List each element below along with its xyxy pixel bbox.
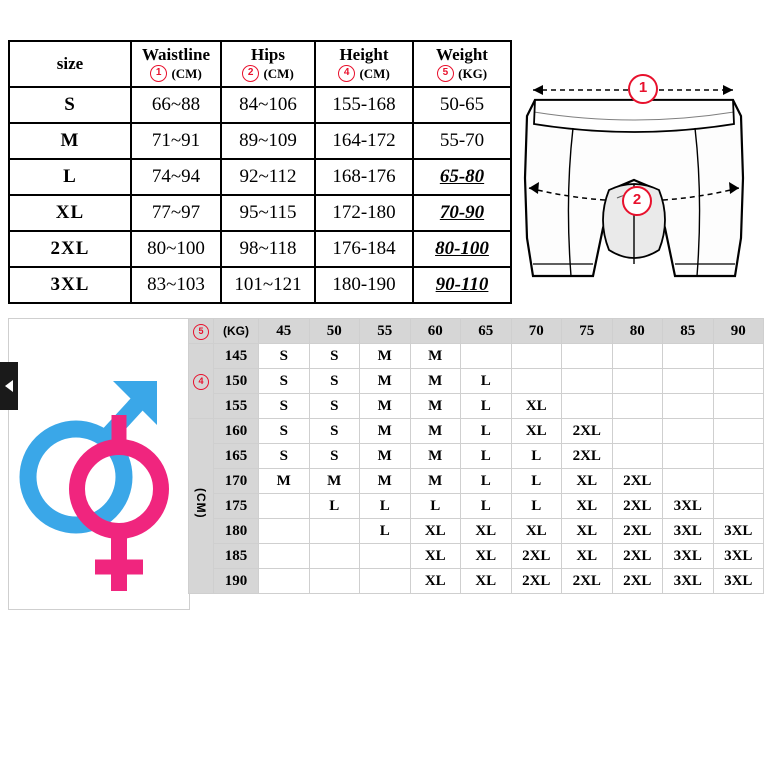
matrix-row-header: 175 — [214, 494, 259, 519]
matrix-row — [189, 494, 764, 519]
cell-size: 3XL — [9, 267, 131, 303]
matrix-cell — [713, 469, 764, 494]
cell-weight: 65-80 — [413, 159, 511, 195]
cell-hips: 101~121 — [221, 267, 315, 303]
matrix-cell — [663, 444, 714, 469]
matrix-cell: 2XL — [562, 419, 613, 444]
matrix-row — [189, 469, 764, 494]
matrix-cell — [562, 344, 613, 369]
matrix-header-row — [189, 319, 764, 344]
header-size-label: size — [56, 54, 84, 74]
waist-arrow-left-icon — [533, 85, 543, 95]
matrix-cell: 2XL — [612, 544, 663, 569]
matrix-row-header: 150 — [214, 369, 259, 394]
cell-height: 155-168 — [315, 87, 413, 123]
matrix-cell: 2XL — [562, 569, 613, 594]
matrix-cell: L — [360, 494, 411, 519]
matrix-cell: S — [259, 444, 310, 469]
table-row — [9, 231, 511, 267]
matrix-cell: M — [410, 469, 461, 494]
matrix-cell: 2XL — [511, 569, 562, 594]
matrix-cell: XL — [562, 469, 613, 494]
badge-1-icon: 1 — [150, 65, 167, 82]
cell-weight: 70-90 — [413, 195, 511, 231]
chevron-left-icon — [5, 380, 13, 392]
cell-hips: 84~106 — [221, 87, 315, 123]
matrix-cell — [713, 494, 764, 519]
matrix-row-header: 165 — [214, 444, 259, 469]
matrix-cell: XL — [562, 544, 613, 569]
matrix-cell — [713, 419, 764, 444]
matrix-row — [189, 519, 764, 544]
matrix-cell: XL — [410, 544, 461, 569]
header-height-label: Height — [339, 44, 389, 64]
size-matrix-container — [188, 318, 764, 594]
matrix-cell: 2XL — [612, 519, 663, 544]
matrix-cell: XL — [461, 569, 512, 594]
header-waistline — [131, 41, 221, 87]
matrix-cell: XL — [511, 394, 562, 419]
matrix-cell — [713, 394, 764, 419]
matrix-cell — [713, 344, 764, 369]
matrix-row — [189, 394, 764, 419]
matrix-row — [189, 369, 764, 394]
matrix-row-header: 155 — [214, 394, 259, 419]
matrix-row-header: 145 — [214, 344, 259, 369]
matrix-row — [189, 569, 764, 594]
table-header-row — [9, 41, 511, 87]
cell-size: XL — [9, 195, 131, 231]
matrix-row-header: 160 — [214, 419, 259, 444]
diagram-badge-hips: 2 — [622, 186, 652, 216]
gender-symbols-illustration — [9, 319, 187, 607]
cell-size: M — [9, 123, 131, 159]
matrix-cell: S — [259, 344, 310, 369]
cell-weight: 80-100 — [413, 231, 511, 267]
matrix-cell: M — [360, 444, 411, 469]
cell-weight: 50-65 — [413, 87, 511, 123]
matrix-cell: M — [309, 469, 360, 494]
cell-height: 164-172 — [315, 123, 413, 159]
matrix-cell — [309, 519, 360, 544]
cell-size: L — [9, 159, 131, 195]
badge-5-icon: 5 — [193, 324, 209, 340]
matrix-cell: M — [410, 394, 461, 419]
matrix-cell: M — [360, 394, 411, 419]
matrix-cell — [663, 344, 714, 369]
matrix-col-header: 90 — [713, 319, 764, 344]
matrix-cell — [259, 569, 310, 594]
cell-waistline: 71~91 — [131, 123, 221, 159]
matrix-cell — [511, 344, 562, 369]
matrix-cell: XL — [410, 569, 461, 594]
cell-weight: 90-110 — [413, 267, 511, 303]
matrix-cell: 3XL — [663, 569, 714, 594]
waist-arrow-right-icon — [723, 85, 733, 95]
header-hips-unit: (CM) — [263, 65, 294, 81]
matrix-cell: 2XL — [612, 469, 663, 494]
matrix-cell: 2XL — [612, 494, 663, 519]
cell-hips: 92~112 — [221, 159, 315, 195]
matrix-cell — [612, 444, 663, 469]
cell-size: 2XL — [9, 231, 131, 267]
matrix-cell — [663, 469, 714, 494]
matrix-cell — [663, 394, 714, 419]
matrix-cell — [259, 494, 310, 519]
matrix-cell: XL — [511, 419, 562, 444]
matrix-cell: L — [360, 519, 411, 544]
matrix-cell: S — [309, 369, 360, 394]
size-chart-table-container — [8, 40, 500, 304]
size-chart-table — [8, 40, 512, 304]
matrix-cell — [562, 369, 613, 394]
header-size — [9, 41, 131, 87]
matrix-cell — [461, 344, 512, 369]
matrix-cell: 3XL — [713, 569, 764, 594]
matrix-cell — [713, 444, 764, 469]
cell-waistline: 80~100 — [131, 231, 221, 267]
matrix-cell: L — [511, 494, 562, 519]
left-arrow-button[interactable] — [0, 362, 18, 410]
matrix-cell: XL — [461, 519, 512, 544]
matrix-col-header: 75 — [562, 319, 613, 344]
matrix-cell — [309, 544, 360, 569]
matrix-col-header: 70 — [511, 319, 562, 344]
matrix-cell: L — [511, 469, 562, 494]
garment-diagram — [505, 38, 763, 300]
matrix-cell: S — [259, 394, 310, 419]
table-row — [9, 123, 511, 159]
matrix-cell: L — [309, 494, 360, 519]
matrix-cell: M — [259, 469, 310, 494]
matrix-col-header: 45 — [259, 319, 310, 344]
matrix-col-header: 60 — [410, 319, 461, 344]
header-weight-label: Weight — [436, 44, 488, 64]
matrix-cell — [663, 369, 714, 394]
header-height-unit: (CM) — [359, 65, 390, 81]
matrix-row — [189, 444, 764, 469]
cell-hips: 98~118 — [221, 231, 315, 267]
table-row — [9, 159, 511, 195]
badge-4-icon: 4 — [193, 374, 209, 390]
matrix-cell: L — [461, 369, 512, 394]
matrix-cell: M — [360, 469, 411, 494]
matrix-cell: M — [410, 369, 461, 394]
matrix-cell: XL — [562, 494, 613, 519]
table-row — [9, 87, 511, 123]
size-matrix-table — [188, 318, 764, 594]
matrix-cell — [259, 519, 310, 544]
cell-height: 176-184 — [315, 231, 413, 267]
header-weight — [413, 41, 511, 87]
matrix-cell: L — [461, 494, 512, 519]
matrix-row-header: 170 — [214, 469, 259, 494]
matrix-row-header: 185 — [214, 544, 259, 569]
cell-waistline: 83~103 — [131, 267, 221, 303]
matrix-cell: M — [410, 444, 461, 469]
matrix-row-header: 180 — [214, 519, 259, 544]
cell-hips: 89~109 — [221, 123, 315, 159]
matrix-cell: L — [410, 494, 461, 519]
matrix-row — [189, 544, 764, 569]
matrix-cell: 3XL — [663, 544, 714, 569]
header-hips — [221, 41, 315, 87]
matrix-cell: S — [309, 444, 360, 469]
cell-size: S — [9, 87, 131, 123]
matrix-col-header: 65 — [461, 319, 512, 344]
matrix-cell: XL — [511, 519, 562, 544]
badge-4-icon: 4 — [338, 65, 355, 82]
matrix-cell: M — [360, 419, 411, 444]
matrix-cell — [612, 369, 663, 394]
matrix-cell: L — [511, 444, 562, 469]
matrix-col-header: 50 — [309, 319, 360, 344]
matrix-cell — [713, 369, 764, 394]
matrix-cell — [663, 419, 714, 444]
matrix-cell: L — [461, 444, 512, 469]
matrix-cell: S — [259, 369, 310, 394]
header-waistline-label: Waistline — [141, 44, 210, 64]
matrix-cell: 2XL — [562, 444, 613, 469]
matrix-corner-weight-badge — [189, 319, 214, 344]
table-row — [9, 195, 511, 231]
matrix-cell — [360, 544, 411, 569]
matrix-row-header: 190 — [214, 569, 259, 594]
cell-height: 180-190 — [315, 267, 413, 303]
matrix-cell: L — [461, 394, 512, 419]
cell-weight: 55-70 — [413, 123, 511, 159]
matrix-col-header: 55 — [360, 319, 411, 344]
diagram-badge-waist: 1 — [628, 74, 658, 104]
matrix-cell — [612, 344, 663, 369]
matrix-cell — [309, 569, 360, 594]
matrix-cell — [562, 394, 613, 419]
matrix-cell: XL — [461, 544, 512, 569]
matrix-col-header: 80 — [612, 319, 663, 344]
matrix-cell: 3XL — [713, 544, 764, 569]
matrix-cell: L — [461, 419, 512, 444]
matrix-col-header: 85 — [663, 319, 714, 344]
cell-height: 168-176 — [315, 159, 413, 195]
matrix-cell: S — [309, 394, 360, 419]
matrix-height-badge-cell — [189, 344, 214, 419]
matrix-cell: 2XL — [612, 569, 663, 594]
header-weight-unit: (KG) — [458, 65, 488, 81]
header-hips-label: Hips — [250, 44, 286, 64]
badge-5-icon: 5 — [437, 65, 454, 82]
cell-hips: 95~115 — [221, 195, 315, 231]
matrix-row — [189, 344, 764, 369]
matrix-cell — [360, 569, 411, 594]
matrix-cell: S — [259, 419, 310, 444]
matrix-height-axis-label-cell: (CM) — [189, 419, 214, 594]
matrix-cell: M — [410, 344, 461, 369]
matrix-cell: S — [309, 419, 360, 444]
matrix-cell: M — [410, 419, 461, 444]
matrix-cell — [511, 369, 562, 394]
header-waistline-unit: (CM) — [171, 65, 202, 81]
matrix-cell: M — [360, 369, 411, 394]
header-height — [315, 41, 413, 87]
matrix-cell: L — [461, 469, 512, 494]
matrix-cell: 3XL — [713, 519, 764, 544]
matrix-cell: 3XL — [663, 519, 714, 544]
matrix-cell: 2XL — [511, 544, 562, 569]
cell-waistline: 66~88 — [131, 87, 221, 123]
matrix-cell — [259, 544, 310, 569]
matrix-row — [189, 419, 764, 444]
matrix-cell — [612, 394, 663, 419]
matrix-corner-weight-unit: (KG) — [214, 319, 259, 344]
cell-height: 172-180 — [315, 195, 413, 231]
badge-2-icon: 2 — [242, 65, 259, 82]
matrix-cell — [612, 419, 663, 444]
matrix-cell: S — [309, 344, 360, 369]
gender-symbol-panel — [8, 318, 190, 610]
matrix-cell: 3XL — [663, 494, 714, 519]
matrix-cell: XL — [410, 519, 461, 544]
matrix-cell: XL — [562, 519, 613, 544]
cell-waistline: 74~94 — [131, 159, 221, 195]
matrix-cell: M — [360, 344, 411, 369]
cell-waistline: 77~97 — [131, 195, 221, 231]
table-row — [9, 267, 511, 303]
